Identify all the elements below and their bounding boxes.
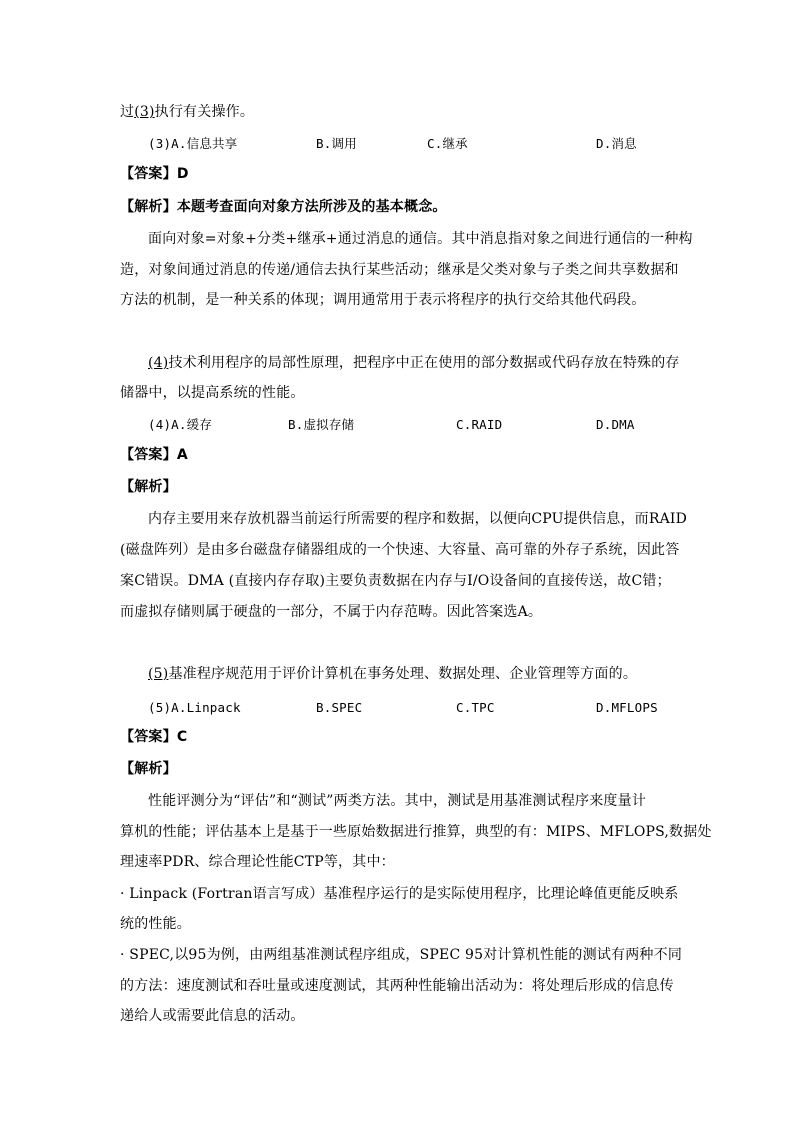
q5-bullet-spec: · SPEC,以95为例，由两组基准测试程序组成，SPEC 95对计算机性能的测试有两种不同: [120, 947, 683, 963]
q3-analysis-title: 本题考查面向对象方法所涉及的基本概念。: [176, 199, 447, 215]
q4-option-a: (4)A.缓存: [148, 417, 213, 432]
q5-option-b: B.SPEC: [316, 700, 363, 715]
q4-stem-line: 储器中，以提高系统的性能。: [120, 385, 305, 401]
q3-analysis-line: 造，对象间通过消息的传递/通信去执行某些活动；继承是父类对象与子类之间共享数据和: [120, 262, 679, 278]
q5-bullet-linpack: · Linpack (Fortran语言写成）基准程序运行的是实际使用程序，比理论峰值更能反映系: [120, 886, 679, 902]
q3-analysis-line: 面向对象=对象+分类+继承+通过消息的通信。其中消息指对象之间进行通信的一种构: [148, 231, 693, 247]
q4-analysis-label: 【解析】: [120, 479, 177, 495]
q4-analysis-line: 而虚拟存储则属于硬盘的一部分，不属于内存范畴。因此答案选A。: [120, 604, 543, 620]
q5-answer-label: 【答案】: [120, 729, 177, 745]
q5-answer: [120, 727, 187, 747]
q5-bullet-spec-cont: 递给人或需要此信息的活动。: [120, 1008, 305, 1024]
q4-stem: [148, 353, 680, 373]
q4-blank: (4): [148, 355, 169, 371]
q5-blank: (5): [148, 666, 169, 682]
q4-option-c: C.RAID: [456, 417, 503, 432]
q3-stem: [120, 102, 254, 122]
q5-option-c: C.TPC: [456, 700, 495, 715]
q5-analysis-label: 【解析】: [120, 761, 177, 777]
q5-stem-text: 基准程序规范用于评价计算机在事务处理、数据处理、企业管理等方面的。: [168, 666, 638, 682]
q3-option-c: C.继承: [427, 136, 468, 151]
q4-option-b: B.虚拟存储: [288, 417, 355, 432]
q4-answer-label: 【答案】: [120, 447, 177, 463]
q5-option-a: (5)A.Linpack: [148, 700, 241, 715]
q4-analysis-line: 案C错误。DMA (直接内存存取)主要负责数据在内存与I/O设备间的直接传送，故C错；: [120, 573, 671, 589]
q4-option-d: D.DMA: [596, 417, 635, 432]
q4-analysis-line: (磁盘阵列）是由多台磁盘存储器组成的一个快速、大容量、高可靠的外存子系统，因此答: [120, 542, 680, 558]
q5-bullet-linpack-cont: 统的性能。: [120, 916, 191, 932]
q3-answer: [120, 164, 189, 184]
q5-analysis-line: 理速率PDR、综合理论性能CTP等，其中：: [120, 854, 395, 870]
q3-option-d: D.消息: [596, 136, 637, 151]
q4-answer-value: A: [176, 447, 188, 463]
q4-analysis-line: 内存主要用来存放机器当前运行所需要的程序和数据，以便向CPU提供信息，而RAID: [148, 511, 688, 527]
q3-answer-value: D: [176, 166, 189, 182]
q4-answer: [120, 445, 188, 465]
q3-option-a: (3)A.信息共享: [148, 136, 238, 151]
q5-analysis-line: 性能评测分为“评估”和“测试”两类方法。其中，测试是用基准测试程序来度量计: [148, 793, 647, 809]
q5-option-d: D.MFLOPS: [596, 700, 658, 715]
q3-stem-suffix: 执行有关操作。: [154, 104, 255, 120]
q3-option-b: B.调用: [316, 136, 357, 151]
q3-stem-prefix: 过: [120, 104, 135, 120]
q3-answer-label: 【答案】: [120, 166, 177, 182]
q5-answer-value: C: [176, 729, 188, 745]
q3-analysis-label: 【解析】: [120, 199, 177, 215]
q5-bullet-spec-cont: 的方法：速度测试和吞吐量或速度测试，其两种性能输出活动为：将处理后形成的信息传: [120, 978, 674, 994]
q3-analysis-line: 方法的机制，是一种关系的体现；调用通常用于表示将程序的执行交给其他代码段。: [120, 292, 646, 308]
q5-stem: [148, 664, 637, 684]
q4-stem-line: 技术利用程序的局部性原理，把程序中正在使用的部分数据或代码存放在特殊的存: [168, 355, 680, 371]
q5-analysis-line: 算机的性能；评估基本上是基于一些原始数据进行推算，典型的有：MIPS、MFLOPS,数据处: [120, 824, 712, 840]
q3-analysis-heading: [120, 197, 447, 217]
q3-blank: (3): [134, 104, 155, 120]
